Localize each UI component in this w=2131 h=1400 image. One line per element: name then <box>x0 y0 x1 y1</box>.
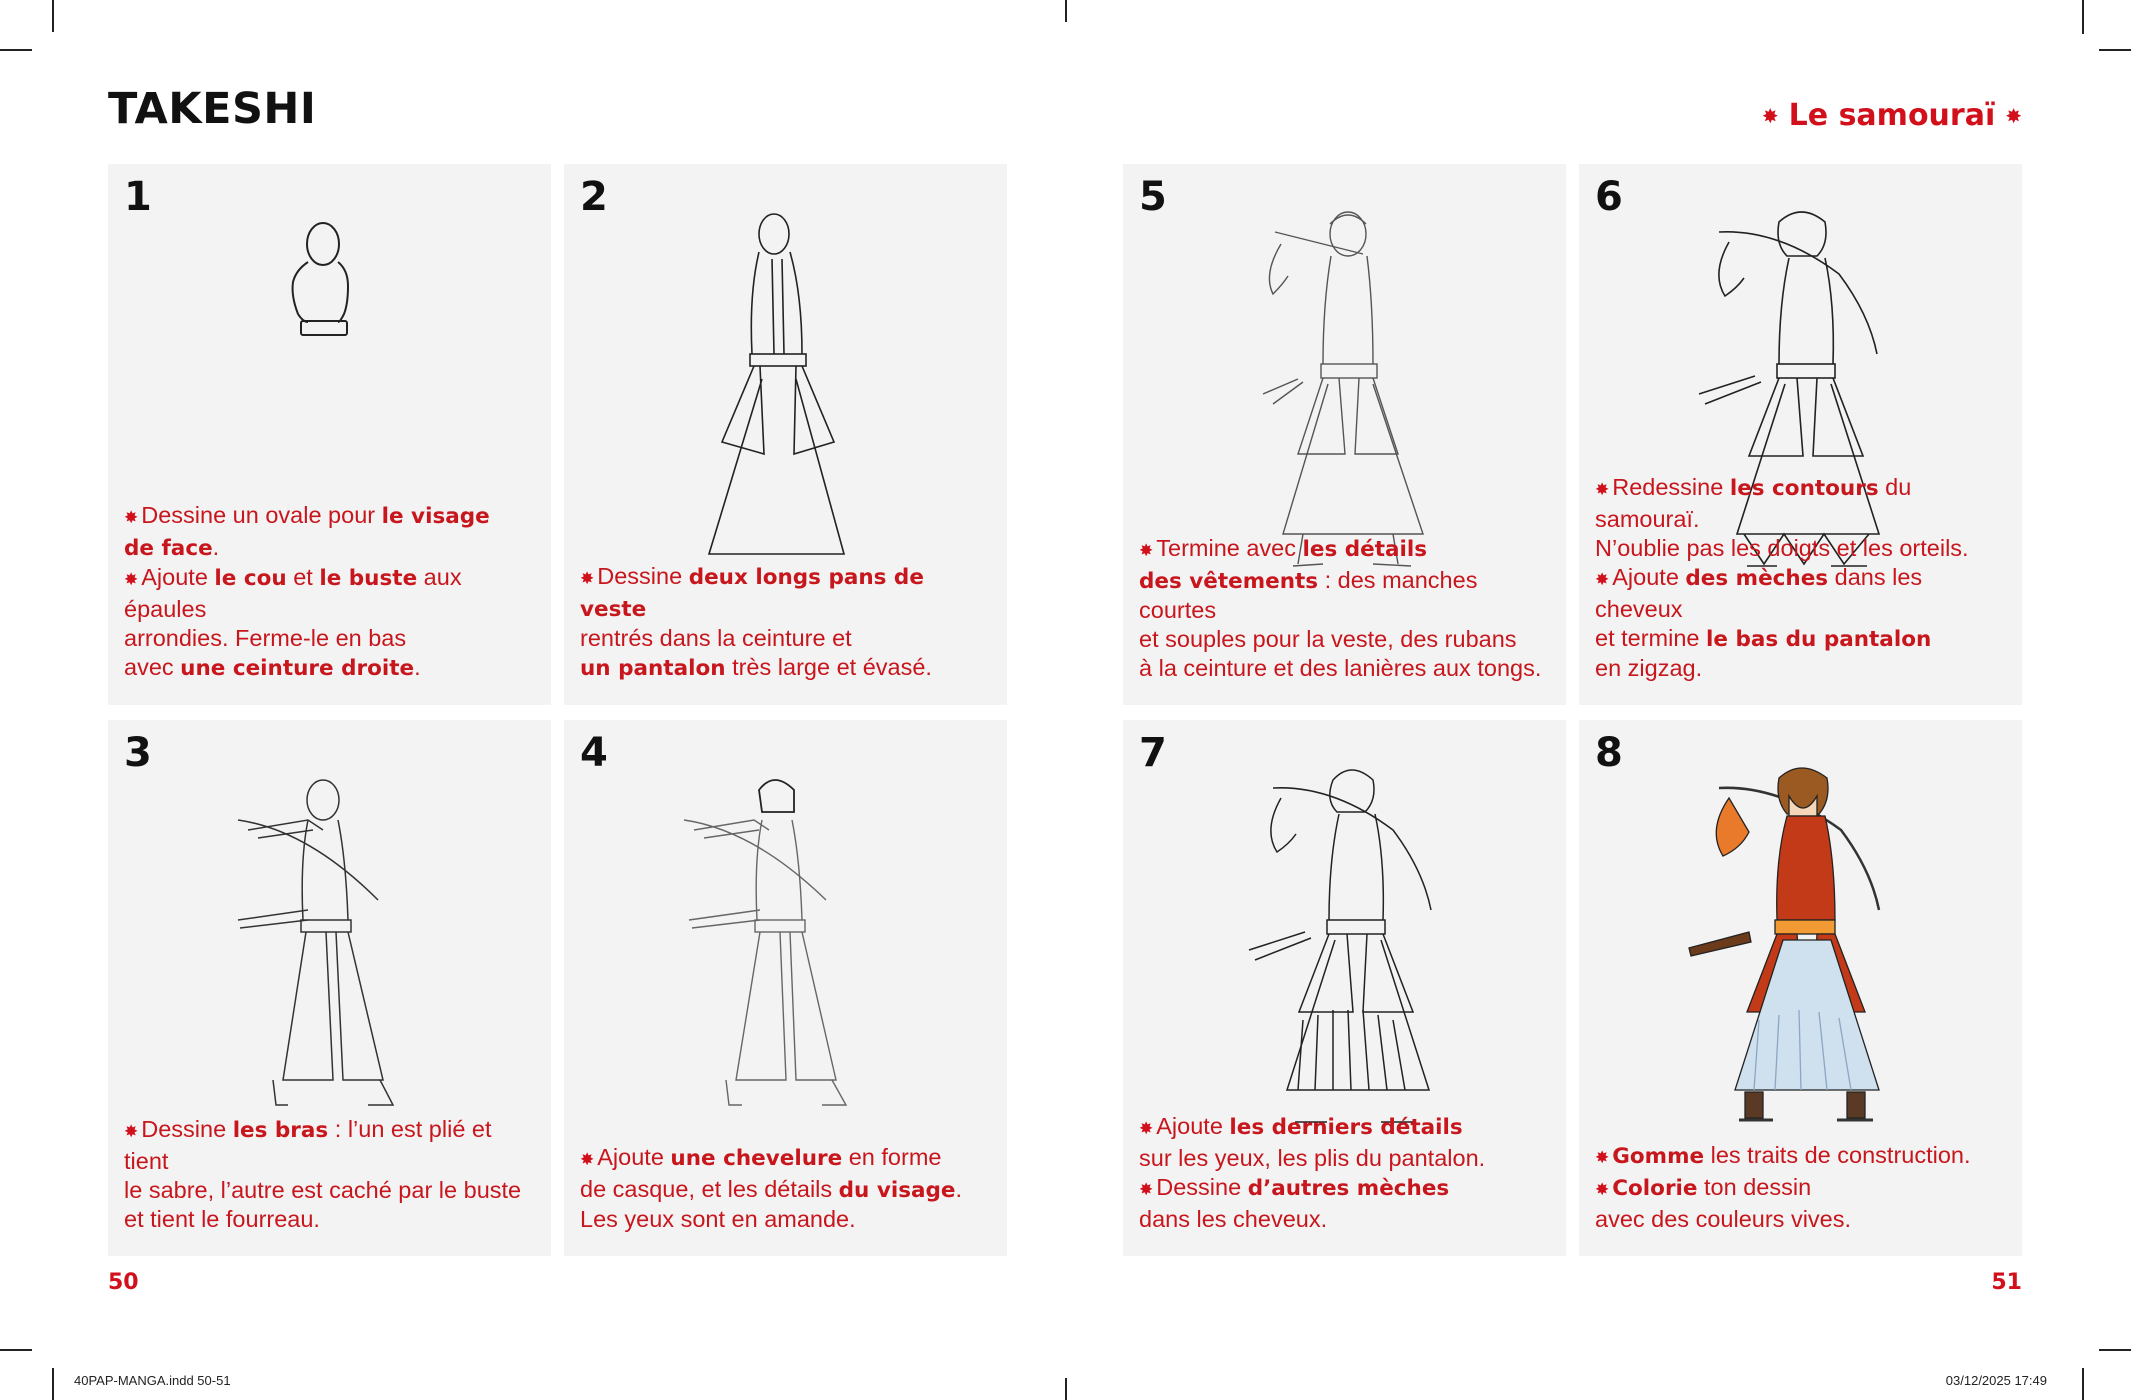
star-icon: ✸ <box>2005 103 2022 128</box>
step-number: 3 <box>124 730 152 776</box>
instruction-text: ✸ Dessine les bras : l’un est plié et tient le sabre, l’autre est caché par le buste et tient le fourreau. <box>124 1116 522 1232</box>
step-panel-1 <box>108 164 551 705</box>
instruction-text: ✸ Gomme les traits de construction. ✸ Colorie ton dessin avec des couleurs vives. <box>1595 1142 1971 1232</box>
bullet-icon: ✸ <box>124 570 139 590</box>
page-number-right: 51 <box>1991 1270 2022 1295</box>
instruction-text: ✸ Termine avec les détails des vêtements : des manches courtes et souples pour la veste, des rubans à la ceinture et des lanières aux tongs. <box>1139 535 1542 681</box>
page-number-left: 50 <box>108 1270 139 1295</box>
section-subtitle <box>1762 98 2022 133</box>
step-number: 1 <box>124 174 152 220</box>
bullet-icon: ✸ <box>1139 541 1154 561</box>
bullet-icon: ✸ <box>1595 1180 1610 1200</box>
step-panel-4 <box>564 720 1007 1256</box>
crop-mark <box>2099 1349 2131 1351</box>
instruction-text: ✸ Ajoute une chevelure en forme de casque, et les détails du visage. Les yeux sont en amande. <box>580 1144 963 1232</box>
instruction-text: ✸ Dessine deux longs pans de veste rentrés dans la ceinture et un pantalon très large et évasé. <box>580 563 932 681</box>
step-number: 8 <box>1595 730 1623 776</box>
crop-mark <box>52 1368 54 1400</box>
crop-mark <box>2099 49 2131 51</box>
bullet-icon: ✸ <box>1139 1119 1154 1139</box>
step-panel-7 <box>1123 720 1566 1256</box>
slug-file: 40PAP-MANGA.indd 50-51 <box>74 1373 231 1388</box>
crop-mark <box>1065 1378 1067 1400</box>
crop-mark <box>2082 0 2084 34</box>
bullet-icon: ✸ <box>124 1122 139 1142</box>
star-icon: ✸ <box>1761 103 1779 128</box>
instruction-text: ✸ Redessine les contours du samouraï. N’oublie pas les doigts et les orteils. ✸ Ajoute des mèches dans les cheveux et termine le bas du pantalon en zigzag. <box>1595 474 1969 681</box>
step-number: 7 <box>1139 730 1167 776</box>
crop-mark <box>2082 1368 2084 1400</box>
crop-mark <box>1065 0 1067 22</box>
bullet-icon: ✸ <box>1595 570 1610 590</box>
bullet-icon: ✸ <box>580 1150 595 1170</box>
bullet-icon: ✸ <box>1595 1148 1610 1168</box>
step-number: 6 <box>1595 174 1623 220</box>
subtitle-text: Le samouraï <box>1788 98 1996 133</box>
step-number: 2 <box>580 174 608 220</box>
page-title: TAKESHI <box>108 84 317 134</box>
crop-mark <box>0 1349 32 1351</box>
slug-date: 03/12/2025 17:49 <box>1945 1373 2047 1388</box>
step-number: 4 <box>580 730 608 776</box>
step-number: 5 <box>1139 174 1167 220</box>
step-panel-2 <box>564 164 1007 705</box>
bullet-icon: ✸ <box>580 569 595 589</box>
step-panel-5 <box>1123 164 1566 705</box>
instruction-text: ✸ Ajoute les derniers détails sur les yeux, les plis du pantalon. ✸ Dessine d’autres mèches dans les cheveux. <box>1139 1113 1486 1232</box>
crop-mark <box>52 0 54 32</box>
step-panel-8 <box>1579 720 2022 1256</box>
bullet-icon: ✸ <box>1595 480 1610 500</box>
crop-mark <box>0 49 32 51</box>
step-panel-3 <box>108 720 551 1256</box>
instruction-text: ✸ Dessine un ovale pour le visage de face. ✸ Ajoute le cou et le buste aux épaules arrondies. Ferme-le en bas avec une ceinture droite. <box>124 502 490 681</box>
bullet-icon: ✸ <box>124 508 139 528</box>
bullet-icon: ✸ <box>1139 1180 1154 1200</box>
step-panel-6 <box>1579 164 2022 705</box>
